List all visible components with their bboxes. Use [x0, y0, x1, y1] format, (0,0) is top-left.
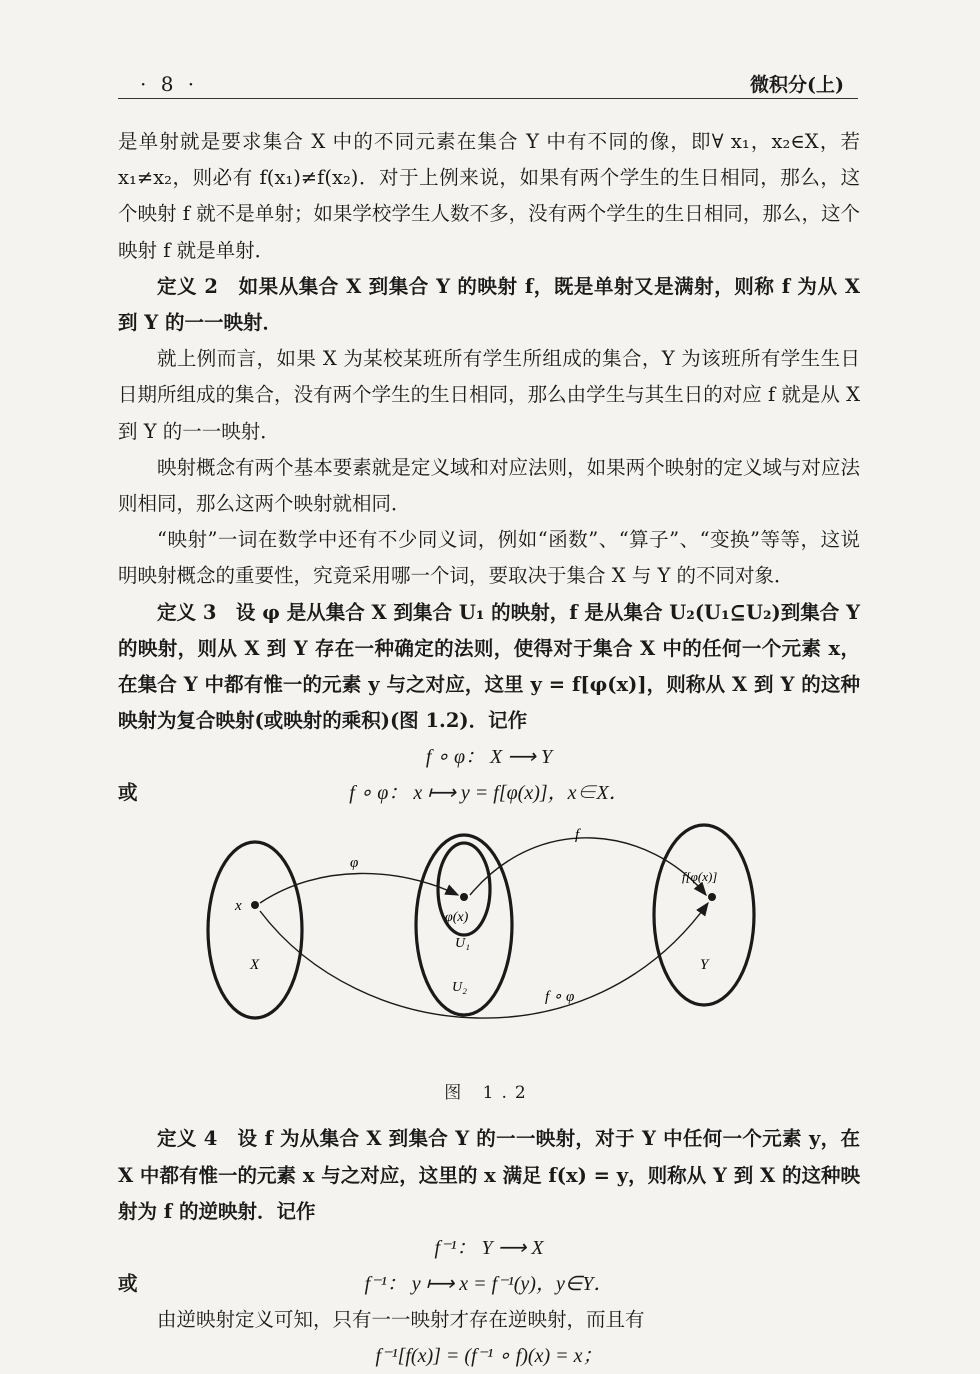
formula-composite-1: f ∘ φ： X ⟶ Y: [425, 746, 553, 769]
label-f: f: [575, 827, 580, 844]
paragraph-example: 就上例而言，如果 X 为某校某班所有学生所组成的集合，Y 为该班所有学生生日日期所组成的集合，没有两个学生的生日相同，那么由学生与其生日的对应 f 就是从 X 到 Y 的一一映射．: [118, 347, 860, 443]
or-label: 或: [118, 781, 138, 805]
label-U1: U₁: [455, 936, 470, 952]
point-f-phi-x: [708, 893, 716, 901]
page-body: [118, 124, 860, 1374]
set-X-ellipse: [208, 842, 302, 1018]
label-f-phi-x: f[φ(x)]: [682, 869, 718, 885]
paragraph-injection: 是单射就是要求集合 X 中的不同元素在集合 Y 中有不同的像，即∀ x₁，x₂∈X，若 x₁≠x₂，则必有 f(x₁)≠f(x₂)．对于上例来说，如果有两个学生的生日相同，那么，这个映射 f 就不是单射；如果学校学生人数不多，没有两个学生的生日相同，那么，这个映射 f 就是单射．: [118, 130, 860, 262]
or-label-2: 或: [118, 1272, 138, 1296]
page-header: [118, 62, 858, 99]
figure-1-2: [118, 815, 860, 1075]
paragraph-inverse: 由逆映射定义可知，只有一一映射才存在逆映射，而且有: [157, 1308, 645, 1332]
formula-inverse-2: f⁻¹： y ⟼ x = f⁻¹(y)，y∈Y．: [364, 1273, 614, 1296]
formula-inverse-identity: f⁻¹[f(x)] = (f⁻¹ ∘ f)(x) = x；: [375, 1345, 603, 1368]
formula-line-4: [118, 1266, 860, 1302]
paragraph-synonyms: “映射”一词在数学中还有不少同义词，例如“函数”、“算子”、“变换”等等，这说明映射概念的重要性，究竟采用哪一个词，要取决于集合 X 与 Y 的不同对象．: [118, 528, 860, 588]
formula-line-2: [118, 775, 860, 811]
formula-composite-2: f ∘ φ： x ⟼ y = f[φ(x)]，x∈X．: [349, 782, 629, 805]
book-title: 微积分(上): [750, 74, 844, 96]
set-Y-ellipse: [654, 825, 754, 1005]
definition-2: 定义 2 如果从集合 X 到集合 Y 的映射 f，既是单射又是满射，则称 f 为从 X 到 Y 的一一映射．: [118, 274, 860, 335]
composite-mapping-diagram: [190, 815, 810, 1065]
label-phi-x: φ(x): [445, 910, 469, 926]
formula-inverse-1: f⁻¹： Y ⟶ X: [434, 1237, 544, 1260]
label-X: X: [250, 957, 260, 974]
label-U2: U₂: [452, 980, 467, 996]
definition-4: 定义 4 设 f 为从集合 X 到集合 Y 的一一映射，对于 Y 中任何一个元素 y，在 X 中都有惟一的元素 x 与之对应，这里的 x 满足 f(x) = y，则称从 Y 到 X 的这种映射为 f 的逆映射．记作: [118, 1127, 860, 1223]
definition-3: 定义 3 设 φ 是从集合 X 到集合 U₁ 的映射，f 是从集合 U₂(U₁⊆U₂)到集合 Y 的映射，则从 X 到 Y 存在一种确定的法则，使得对于集合 X 中的任何一个元素 x，在集合 Y 中都有惟一的元素 y 与之对应，这里 y = f[φ(x)]，则称从 X 到 Y 的这种映射为复合映射(或映射的乘积)(图 1.2)．记作: [118, 600, 860, 733]
paragraph-elements: 映射概念有两个基本要素就是定义域和对应法则，如果两个映射的定义域与对应法则相同，那么这两个映射就相同．: [118, 455, 860, 516]
page-number: · 8 ·: [140, 72, 199, 96]
label-x: x: [235, 898, 242, 915]
arrow-phi: [260, 874, 458, 904]
label-composite: f ∘ φ: [545, 989, 575, 1006]
label-phi: φ: [350, 855, 359, 872]
label-Y: Y: [700, 957, 709, 974]
figure-caption: 图 1.2: [444, 1083, 534, 1104]
point-x: [251, 901, 259, 909]
point-phi-x: [460, 893, 468, 901]
